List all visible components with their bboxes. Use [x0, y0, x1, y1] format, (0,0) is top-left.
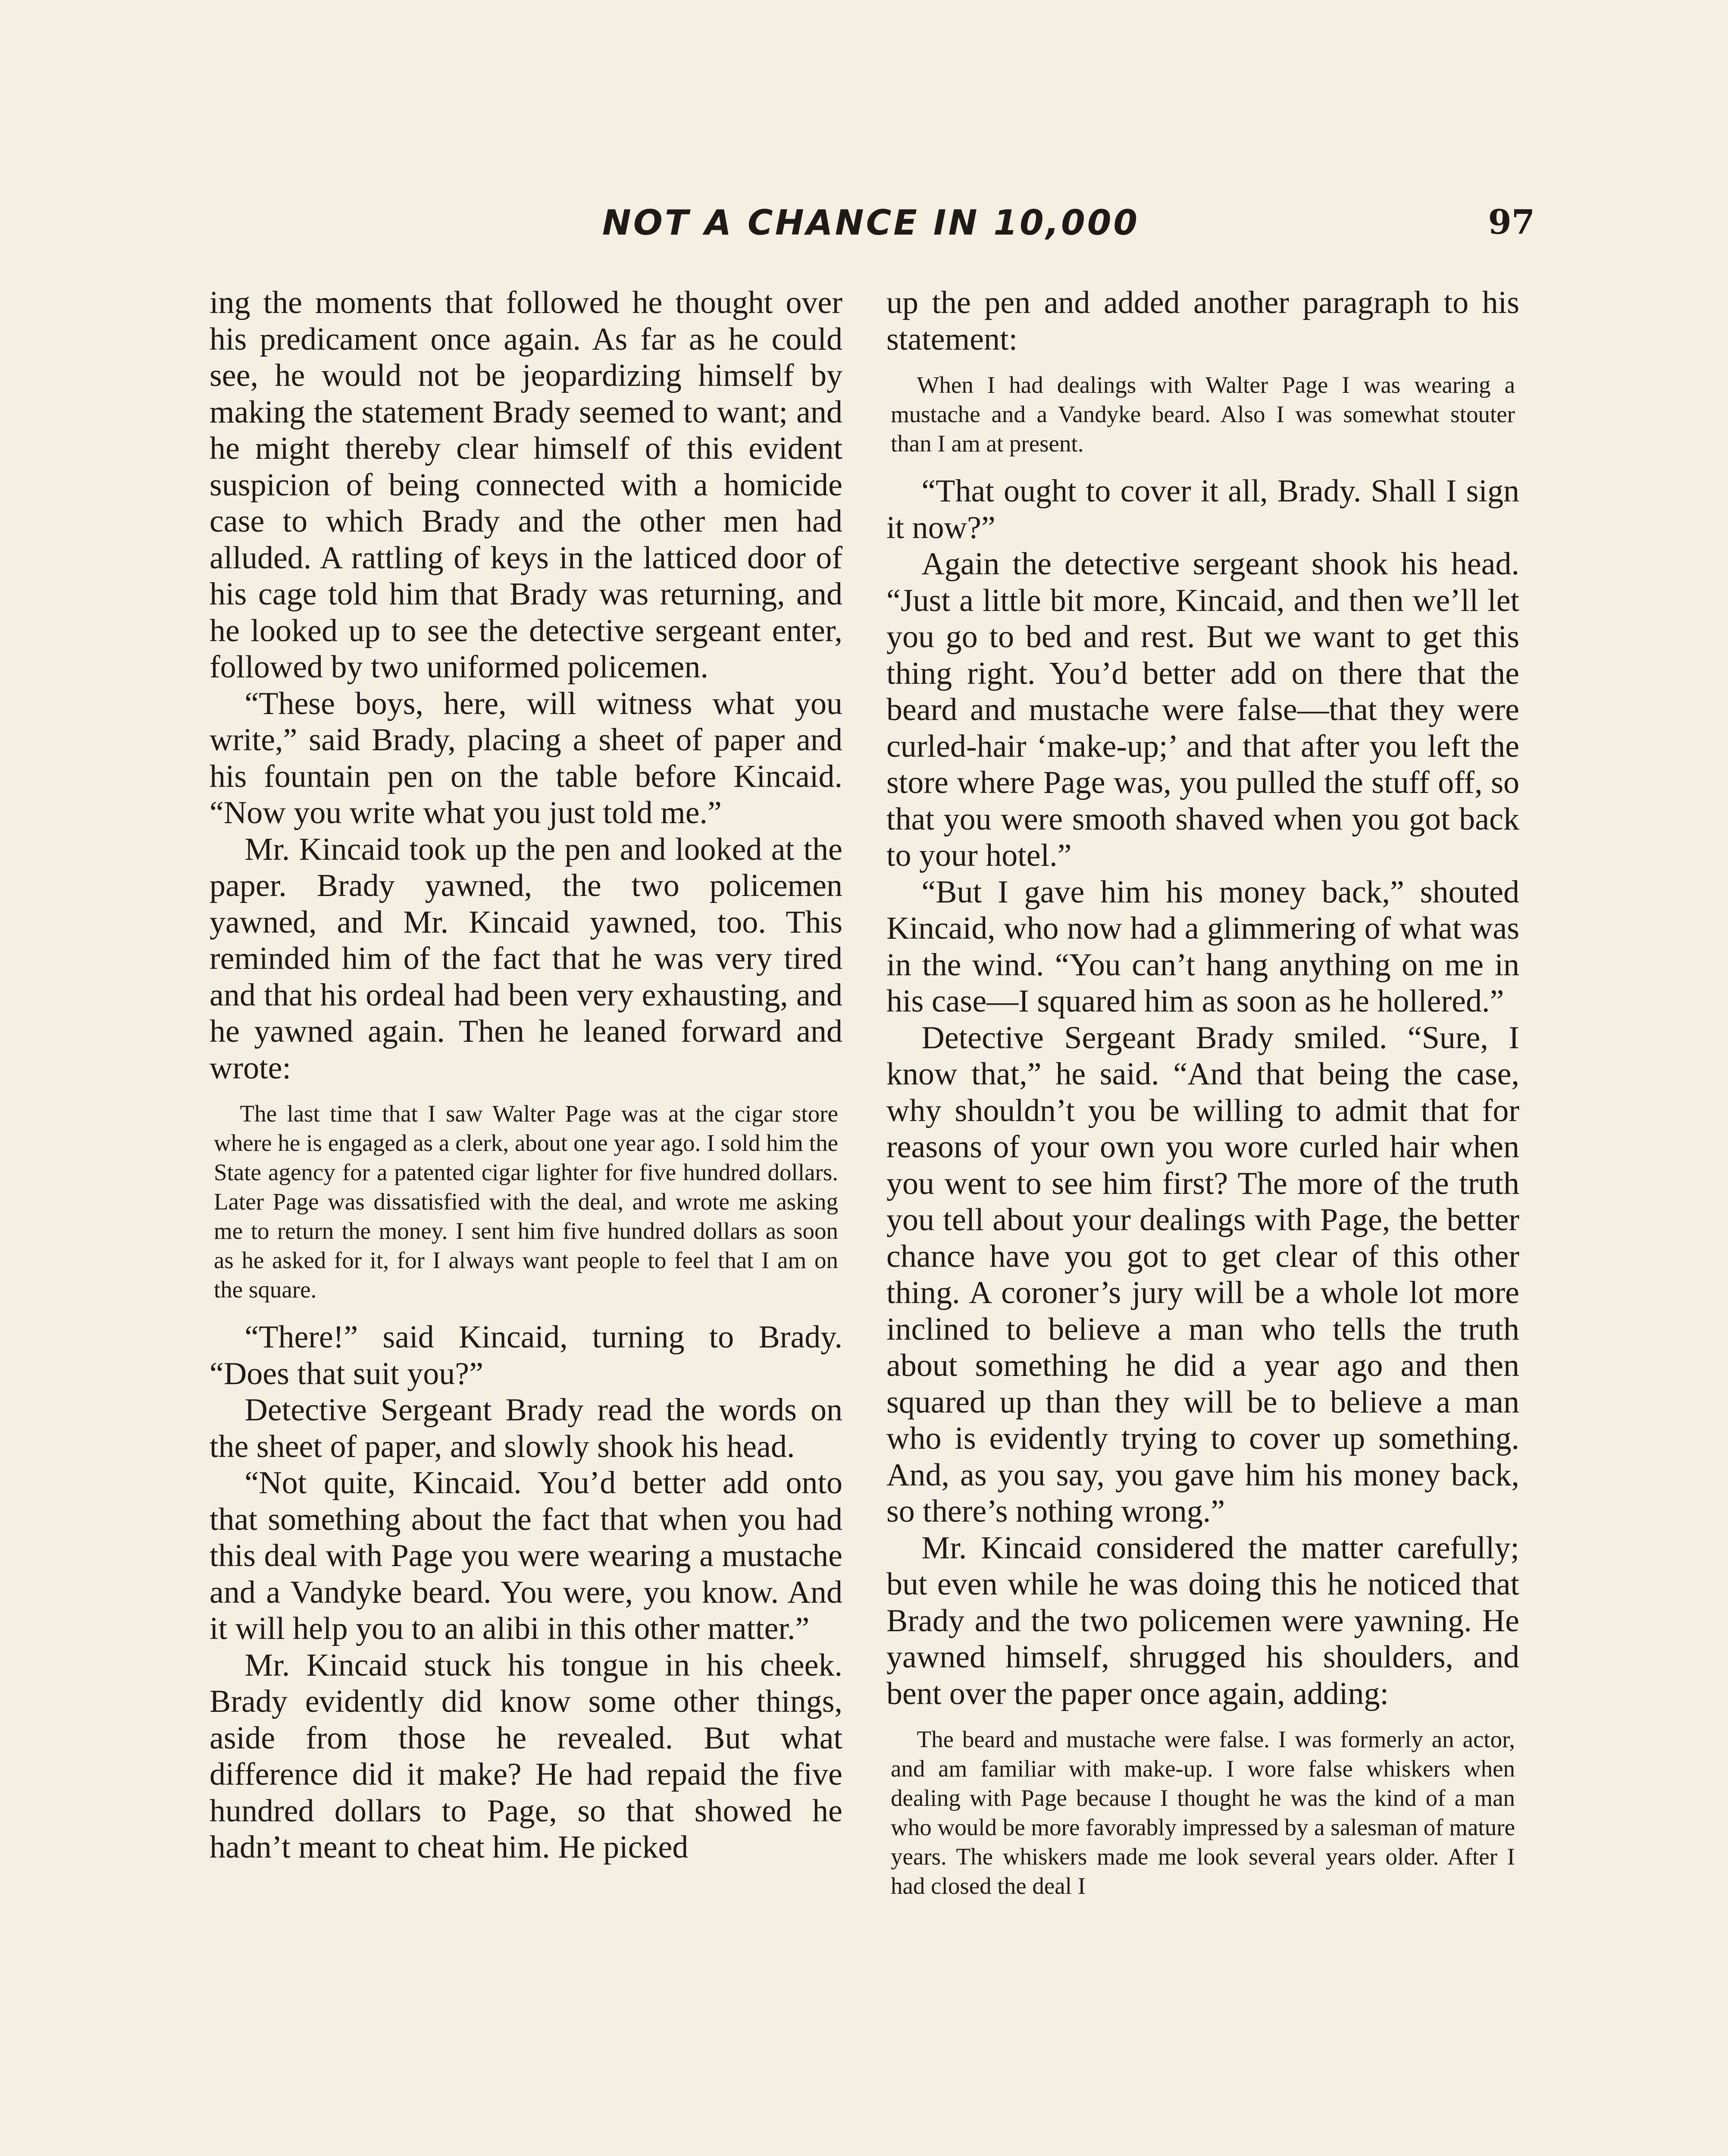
- right-column: [886, 285, 1519, 1915]
- paragraph: Detective Sergeant Brady smiled. “Sure, I know that,” he said. “And that being the case, why shouldn’t you be willing to admit that for reasons of your own you wore curled hair when you went to see him first? The more of the truth you tell about your dealings with Page, the better chance have you got to get clear of this other thing. A coroner’s jury will be a whole lot more inclined to believe a man who tells the truth about something he did a year ago and then squared up than they will be to believe a man who is evidently trying to cover up something. And, as you say, you gave him his money back, so there’s nothing wrong.”: [886, 1020, 1519, 1529]
- paragraph: “These boys, here, will witness what you write,” said Brady, placing a sheet of paper and his fountain pen on the table before Kincaid. “Now you write what you just told me.”: [210, 686, 842, 830]
- paragraph: “Not quite, Kincaid. You’d better add onto that something about the fact that when you had this deal with Page you were wearing a mustache and a Vandyke beard. You were, you know. And it will help you to an alibi in this other matter.”: [210, 1465, 842, 1646]
- paragraph: Detective Sergeant Brady read the words on the sheet of paper, and slowly shook his head.: [210, 1392, 842, 1464]
- paragraph: Mr. Kincaid considered the matter carefully; but even while he was doing this he noticed that Brady and the two policemen were yawning. He yawned himself, shrugged his shoulders, and bent over the paper once again, adding:: [886, 1530, 1519, 1711]
- paragraph: Mr. Kincaid stuck his tongue in his cheek. Brady evidently did know some other things, aside from those he revealed. But what difference did it make? He had repaid the five hundred dollars to Page, so that showed he hadn’t meant to cheat him. He picked: [210, 1647, 842, 1865]
- statement-quote: When I had dealings with Walter Page I was wearing a mustache and a Vandyke beard. Also I was somewhat stouter than I am at present.: [891, 372, 1515, 457]
- statement-quote: The beard and mustache were false. I was formerly an actor, and am familiar with make-up. I wore false whiskers when dealing with Page because I thought he was the kind of a man who would be more favorably impressed by a salesman of mature years. The whiskers made me look several years older. After I had closed the deal I: [891, 1726, 1515, 1899]
- paragraph: ing the moments that followed he thought over his predicament once again. As far as he could see, he would not be jeopardizing himself by making the statement Brady seemed to want; and he might thereby clear himself of this evident suspicion of being connected with a homicide case to which Brady and the other men had alluded. A rattling of keys in the latticed door of his cage told him that Brady was returning, and he looked up to see the detective sergeant enter, followed by two uniformed policemen.: [210, 285, 842, 685]
- paragraph: “But I gave him his money back,” shouted Kincaid, who now had a glimmering of what was in the wind. “You can’t hang anything on me in his case—I squared him as soon as he hollered.”: [886, 874, 1519, 1019]
- paragraph: up the pen and added another paragraph to his statement:: [886, 285, 1519, 357]
- running-head: [207, 203, 1535, 263]
- paragraph: “That ought to cover it all, Brady. Shall I sign it now?”: [886, 473, 1519, 545]
- running-title: NOT A CHANCE IN 10,000: [602, 203, 1140, 243]
- statement-quote: The last time that I saw Walter Page was at the cigar store where he is engaged as a clerk, about one year ago. I sold him the State agency for a patented cigar lighter for five hundred dollars. Later Page was dissatisfied with the deal, and wrote me asking me to return the money. I sent him five hundred dollars as soon as he asked for it, for I always want people to feel that I am on the square.: [214, 1100, 838, 1303]
- left-column: [210, 285, 842, 1866]
- paragraph: Again the detective sergeant shook his head. “Just a little bit more, Kincaid, and then we’ll let you go to bed and rest. But we want to get this thing right. You’d better add on there that the beard and mustache were false—that they were curled-hair ‘make-up;’ and that after you left the store where Page was, you pulled the stuff off, so that you were smooth shaved when you got back to your hotel.”: [886, 546, 1519, 873]
- paragraph: Mr. Kincaid took up the pen and looked at the paper. Brady yawned, the two policemen yawned, and Mr. Kincaid yawned, too. This reminded him of the fact that he was very tired and that his ordeal had been very exhausting, and he yawned again. Then he leaned forward and wrote:: [210, 831, 842, 1086]
- paragraph: “There!” said Kincaid, turning to Brady. “Does that suit you?”: [210, 1319, 842, 1391]
- page-number: 97: [1488, 203, 1535, 242]
